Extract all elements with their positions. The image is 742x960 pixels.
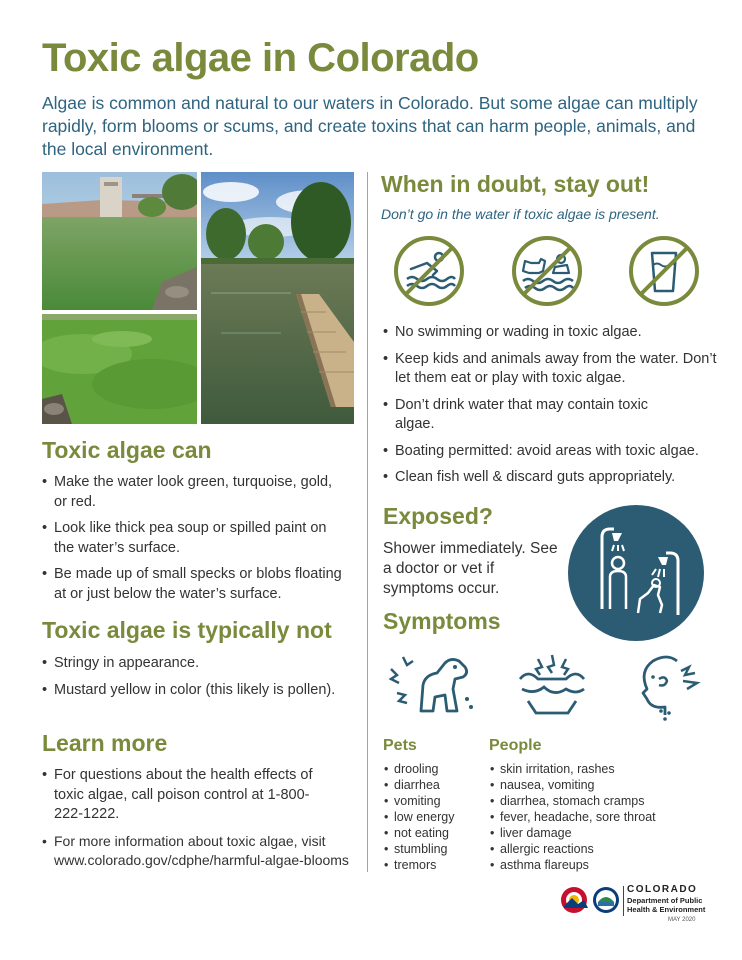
list-item: • Stringy in appearance. — [42, 654, 352, 674]
sick-dog-icon — [383, 649, 478, 721]
list-item: • vomiting — [384, 793, 484, 809]
photo-lake-dock — [201, 172, 354, 424]
list-item: • stumbling — [384, 841, 484, 857]
exposed-text: Shower immediately. See a doctor or vet if symptoms occur. — [383, 540, 558, 597]
cdphe-logo — [560, 884, 710, 928]
sick-person-icon — [625, 649, 705, 721]
list-item: • Make the water look green, turquoise, gold, or red. — [42, 473, 347, 512]
page-title: Toxic algae in Colorado — [42, 36, 479, 80]
pets-symptom-list — [384, 761, 484, 873]
list-item: • For more information about toxic algae, visit www.colorado.gov/cdphe/harmful-algae-blooms — [42, 832, 360, 871]
people-heading: People — [489, 737, 542, 754]
list-item: • low energy — [384, 809, 484, 825]
department-name: Department of Public Health & Environment — [627, 896, 706, 914]
list-item: • fever, headache, sore throat — [490, 809, 690, 825]
org-name: COLORADO — [627, 884, 698, 895]
people-symptom-list — [490, 761, 690, 873]
list-item: • No swimming or wading in toxic algae. — [383, 323, 728, 343]
list-item: • liver damage — [490, 825, 690, 841]
list-item: • For questions about the health effects of toxic algae, call poison control at 1-800-222-1222. — [42, 766, 322, 825]
list-item: • Boating permitted: avoid areas with toxic algae. — [383, 442, 728, 462]
learn-more-heading: Learn more — [42, 730, 168, 756]
pets-heading: Pets — [383, 737, 417, 754]
colorado-logo-icon — [560, 886, 622, 914]
toxic-can-list — [42, 473, 347, 611]
list-item: • Don’t drink water that may contain toxic algae. — [383, 396, 683, 435]
learn-more-list — [42, 766, 360, 878]
list-item: • Clean fish well & discard guts appropriately. — [383, 468, 728, 488]
list-item: • Keep kids and animals away from the water. Don’t let them eat or play with toxic algae. — [383, 350, 728, 389]
photo-green-water — [42, 314, 197, 424]
column-divider — [367, 172, 368, 872]
intro-paragraph: Algae is common and natural to our waters in Colorado. But some algae can multiply rapidly, form blooms or scums, and create toxins that can harm people, animals, and the local environment. — [42, 93, 698, 159]
stomach-ache-icon — [510, 649, 595, 721]
list-item: • tremors — [384, 857, 484, 873]
doubt-list — [383, 323, 728, 495]
list-item: • nausea, vomiting — [490, 777, 690, 793]
toxic-not-list — [42, 654, 352, 707]
list-item: • allergic reactions — [490, 841, 690, 857]
exposed-heading: Exposed? — [383, 503, 493, 529]
doubt-heading: When in doubt, stay out! — [381, 171, 650, 197]
no-swimming-icon — [393, 235, 465, 307]
photo-collage — [42, 172, 354, 424]
list-item: • Mustard yellow in color (this likely is pollen). — [42, 681, 352, 701]
list-item: • diarrhea — [384, 777, 484, 793]
list-item: • skin irritation, rashes — [490, 761, 690, 777]
toxic-not-heading: Toxic algae is typically not — [42, 617, 332, 643]
list-item: • asthma flareups — [490, 857, 690, 873]
list-item: • drooling — [384, 761, 484, 777]
publish-date: MAY 2020 — [668, 917, 696, 923]
list-item: • not eating — [384, 825, 484, 841]
doubt-subtitle: Don’t go in the water if toxic algae is present. — [381, 206, 660, 222]
list-item: • Look like thick pea soup or spilled paint on the water’s surface. — [42, 519, 347, 558]
shower-icon — [568, 505, 704, 641]
photo-dam-reservoir — [42, 172, 197, 310]
list-item: • diarrhea, stomach cramps — [490, 793, 690, 809]
symptoms-heading: Symptoms — [383, 608, 501, 634]
no-drinking-icon — [628, 235, 700, 307]
toxic-can-heading: Toxic algae can — [42, 437, 212, 463]
list-item: • Be made up of small specks or blobs floating at or just below the water’s surface. — [42, 565, 347, 604]
no-pets-kids-icon — [511, 235, 583, 307]
